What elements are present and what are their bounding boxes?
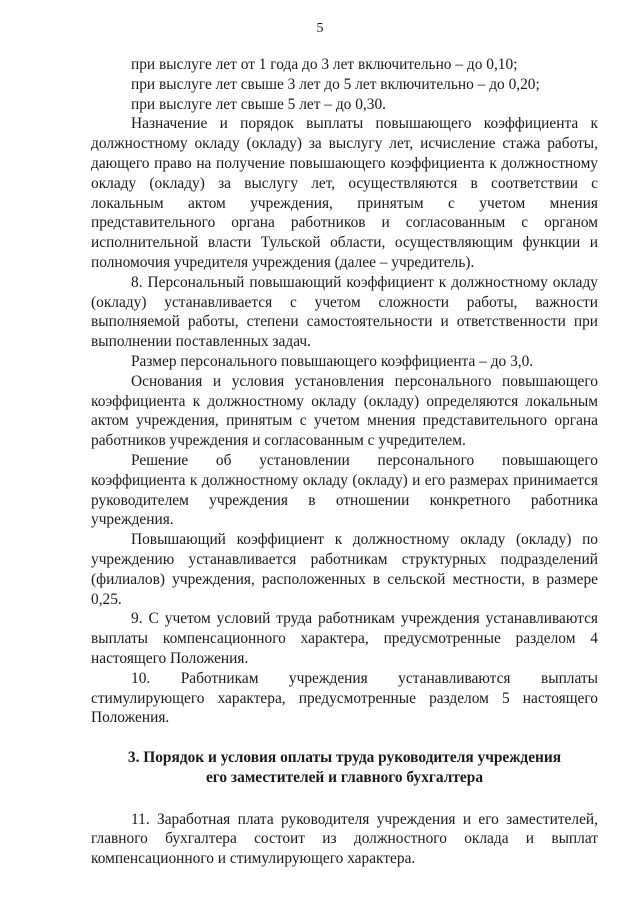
paragraph: Размер персонального повышающего коэффициента – до 3,0. — [131, 352, 534, 370]
paragraph: 11. Заработная плата руководителя учреждения и его заместителей, главного бухгалтера состоит из должностного оклада и выплат компенсационного и стимулирующего характера. — [91, 810, 598, 868]
section-heading-line: его заместителей и главного бухгалтера — [205, 768, 484, 786]
paragraph: Основания и условия установления персонального повышающего коэффициента к должностному окладу (окладу) определяются локальным актом учреждения, принятым с учетом мнения представительного органа работников учреждения и согласованным с учредителем. — [91, 372, 598, 450]
paragraph: 10. Работникам учреждения устанавливаются выплаты стимулирующего характера, предусмотренные разделом 5 настоящего Положения. — [91, 669, 598, 727]
paragraph: при выслуге лет свыше 3 лет до 5 лет включительно – до 0,20; — [131, 75, 540, 93]
paragraph: 8. Персональный повышающий коэффициент к должностному окладу (окладу) устанавливается с учетом сложности работы, важности выполняемой работы, степени самостоятельности и ответственности при выполнении поставленных задач. — [91, 273, 598, 351]
paragraph: 9. С учетом условий труда работникам учреждения устанавливаются выплаты компенсационного характера, предусмотренные разделом 4 настоящего Положения. — [91, 610, 598, 667]
paragraph: при выслуге лет от 1 года до 3 лет включительно – до 0,10; — [131, 56, 518, 73]
page-number: 5 — [316, 21, 324, 36]
paragraph: Повышающий коэффициент к должностному окладу (окладу) по учреждению устанавливается работникам структурных подразделений (филиалов) учреждения, расположенных в сельской местности, в размере 0,25. — [91, 531, 598, 608]
section-heading-line: 3. Порядок и условия оплаты труда руководителя учреждения — [127, 749, 562, 767]
section-heading — [91, 748, 598, 788]
document-body — [91, 55, 598, 869]
paragraph: при выслуге лет свыше 5 лет – до 0,30. — [131, 95, 386, 113]
paragraph: Назначение и порядок выплаты повышающего коэффициента к должностному окладу (окладу) за выслугу лет, исчисление стажа работы, дающего право на получение повышающего коэффициента к должностному окладу (окладу) за выслугу лет, осуществляются в соответствии с локальным актом учреждения, принятым с учетом мнения представительного органа работников и согласованным с органом исполнительной власти Тульской области, осуществляющим функции и полномочия учредителя учреждения (далее – учредитель). — [91, 115, 598, 271]
paragraph: Решение об установлении персонального повышающего коэффициента к должностному окладу (окладу) и его размерах принимается руководителем учреждения в отношении конкретного работника учреждения. — [91, 451, 598, 529]
